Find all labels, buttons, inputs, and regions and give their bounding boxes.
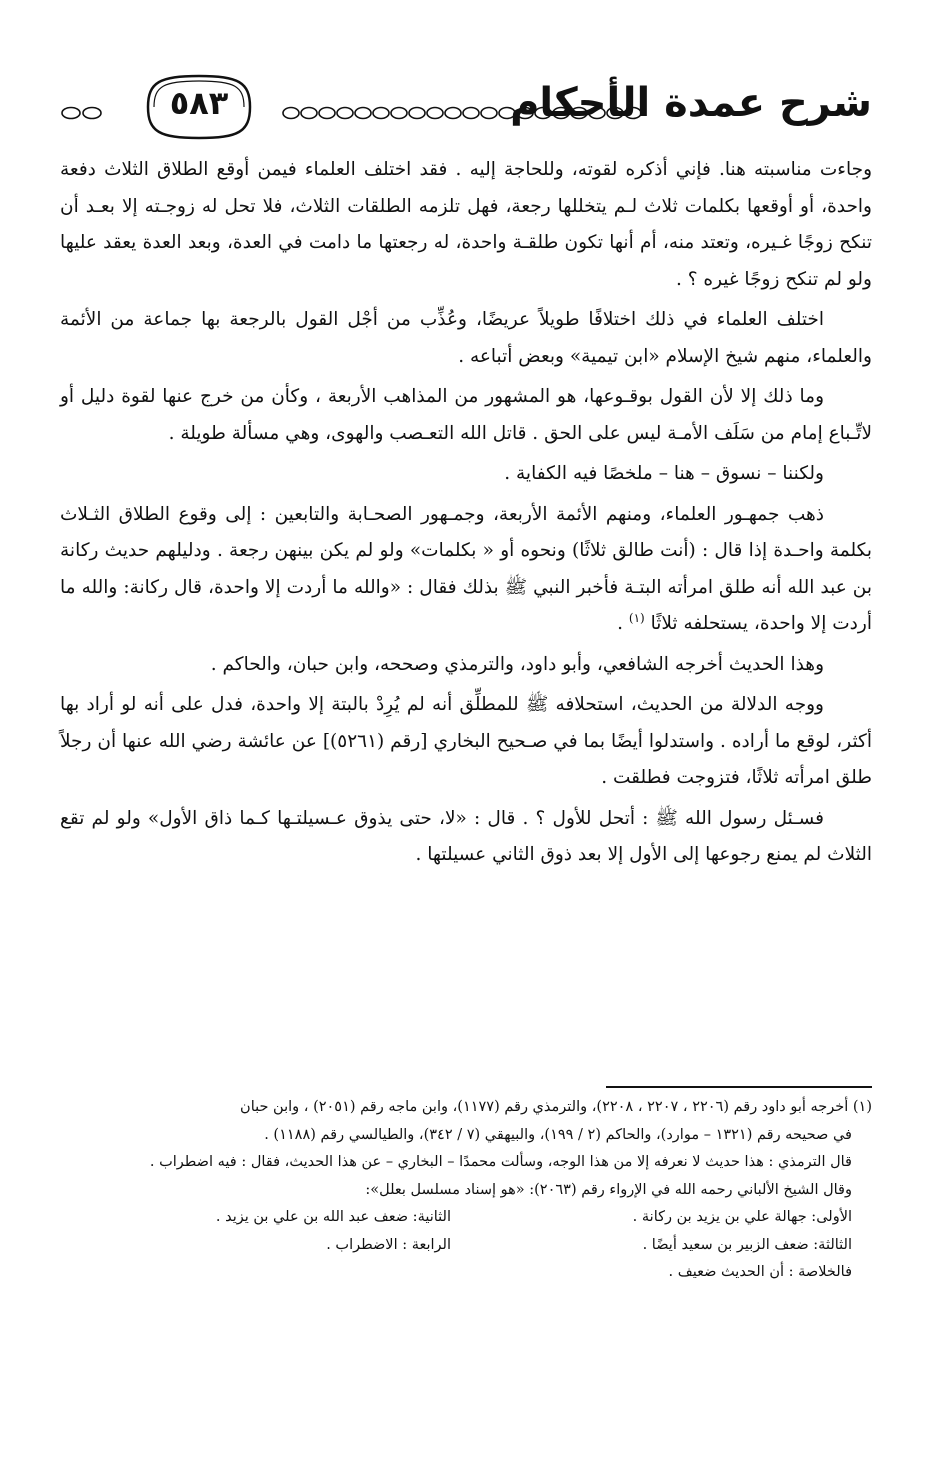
- paragraph: ولكننا – نسوق – هنا – ملخصًا فيه الكفاية .: [504, 463, 824, 484]
- footnote-defect: الثانية: ضعف عبد الله بن علي بن يزيد .: [215, 1209, 451, 1225]
- header-ornament-chain: [282, 106, 642, 120]
- paragraph-text: ذهب جمهـور العلماء، ومنهم الأئمة الأربعة، وجمـهور الصحـابة والتابعين : إلى وقوع الطلاق الثـلاث بكلمة واحـدة إذا قال : (أنت طالق ثلاثًا) ونحوه أو « بكلمات» ولو لم يكن بينهن رجعة . ودليلهم حديث ركانة بن عبد الله أنه طلق امرأته البتـة فأخبر النبي ﷺ بذلك فقال : «والله ما أردت إلا واحدة، قال ركانة: والله ما أردت إلا واحدة، يستحلفه ثلاثًا: [60, 503, 872, 634]
- page-number-badge: [140, 72, 258, 142]
- paragraph: فسـئل رسول الله ﷺ : أتحل للأول ؟ . قال : «لا، حتى يذوق عـسيلتـها كـما ذاق الأول» ولو لم تقع الثلاث لم يمنع رجوعها إلى الأول إلا بعد ذوق الثاني عسيلتها .: [60, 807, 872, 865]
- footnote-defect: الثالثة: ضعف الزبير بن سعيد أيضًا .: [642, 1236, 852, 1253]
- paragraph: اختلف العلماء في ذلك اختلافًا طويلاً عريضًا، وعُذِّب من أجْل القول بالرجعة بها جماعة من الأئمة والعلماء، منهم شيخ الإسلام «ابن تيمية» وبعض أتباعه .: [60, 309, 872, 367]
- paragraph-end: .: [617, 613, 629, 634]
- paragraph: وما ذلك إلا لأن القول بوقـوعها، هو المشهور من المذاهب الأربعة ، وكأن من خرج عنها لقوة دليل أو لاتِّـباع إمام من سَلَف الأمـة ليس على الحق . قاتل الله التعـصب والهوى، وهي مسألة طويلة .: [60, 386, 872, 444]
- footnotes: [60, 1094, 872, 1287]
- footnote-line: وقال الشيخ الألباني رحمه الله في الإرواء رقم (٢٠٦٣): «هو إسناد مسلسل بعلل»:: [365, 1181, 852, 1198]
- book-title: شرح عمدة الأحكام: [510, 80, 872, 126]
- paragraph: وهذا الحديث أخرجه الشافعي، وأبو داود، والترمذي وصححه، وابن حبان، والحاكم .: [210, 653, 824, 675]
- main-text: [60, 152, 872, 874]
- paragraph: [60, 497, 872, 643]
- footnote-defects-row: [60, 1232, 872, 1260]
- footnote-divider: [606, 1086, 872, 1088]
- page-header: [52, 72, 872, 148]
- footnote-line: في صحيحه رقم (١٣٢١ – موارد)، والحاكم (٢ / ١٩٩)، والبيهقي (٧ / ٣٤٢)، والطيالسي رقم (١١٨٨) .: [264, 1126, 852, 1143]
- paragraph: وجاءت مناسبته هنا. فإني أذكره لقوته، وللحاجة إليه . فقد اختلف العلماء فيمن أوقع الطلاق الثلاث دفعة واحدة، أو أوقعها بكلمات ثلاث لـم يتخللها رجعة، فهل تلزمه الطلقات الثلاث، فلا تحل له زوجـته إلا بعـد أن تنكح زوجًا غـيره، وتعتد منه، أم أنها تكون طلقـة واحدة، له رجعتها ما دامت في العدة، وبعد العدة يعقد عليها ولو لم تنكح زوجًا غيره ؟ .: [60, 159, 872, 290]
- header-ornament-small: [60, 106, 104, 120]
- footnote-defect: الرابعة : الاضطراب .: [326, 1236, 451, 1253]
- footnote-defect: الأولى: جهالة علي بن يزيد بن ركانة .: [632, 1209, 852, 1225]
- footnote-line: فالخلاصة : أن الحديث ضعيف .: [668, 1264, 852, 1280]
- footnote-defects-row: [60, 1204, 872, 1232]
- paragraph: ووجه الدلالة من الحديث، استحلافه ﷺ للمطلِّق أنه لم يُرِدْ بالبتة إلا واحدة، فدل على أنه لو أراد بها أكثر، لوقع ما أراده . واستدلوا أيضًا بما في صـحيح البخاري [رقم (٥٢٦١)] عن عائشة رضي الله عنها أن رجلاً طلق امرأته ثلاثًا، فتزوجت فطلقت .: [60, 694, 872, 788]
- footnote-marker: (١): [628, 610, 645, 625]
- footnote-line: (١) أخرجه أبو داود رقم (٢٢٠٦ ، ٢٢٠٧ ، ٢٢٠٨)، والترمذي رقم (١١٧٧)، وابن ماجه رقم (٢٠٥١) ، وابن حبان: [240, 1099, 872, 1115]
- page-number: ٥٨٣: [169, 84, 229, 122]
- footnote-line: قال الترمذي : هذا حديث لا نعرفه إلا من هذا الوجه، وسألت محمدًا – البخاري – عن هذا الحديث، فقال : فيه اضطراب .: [149, 1154, 852, 1170]
